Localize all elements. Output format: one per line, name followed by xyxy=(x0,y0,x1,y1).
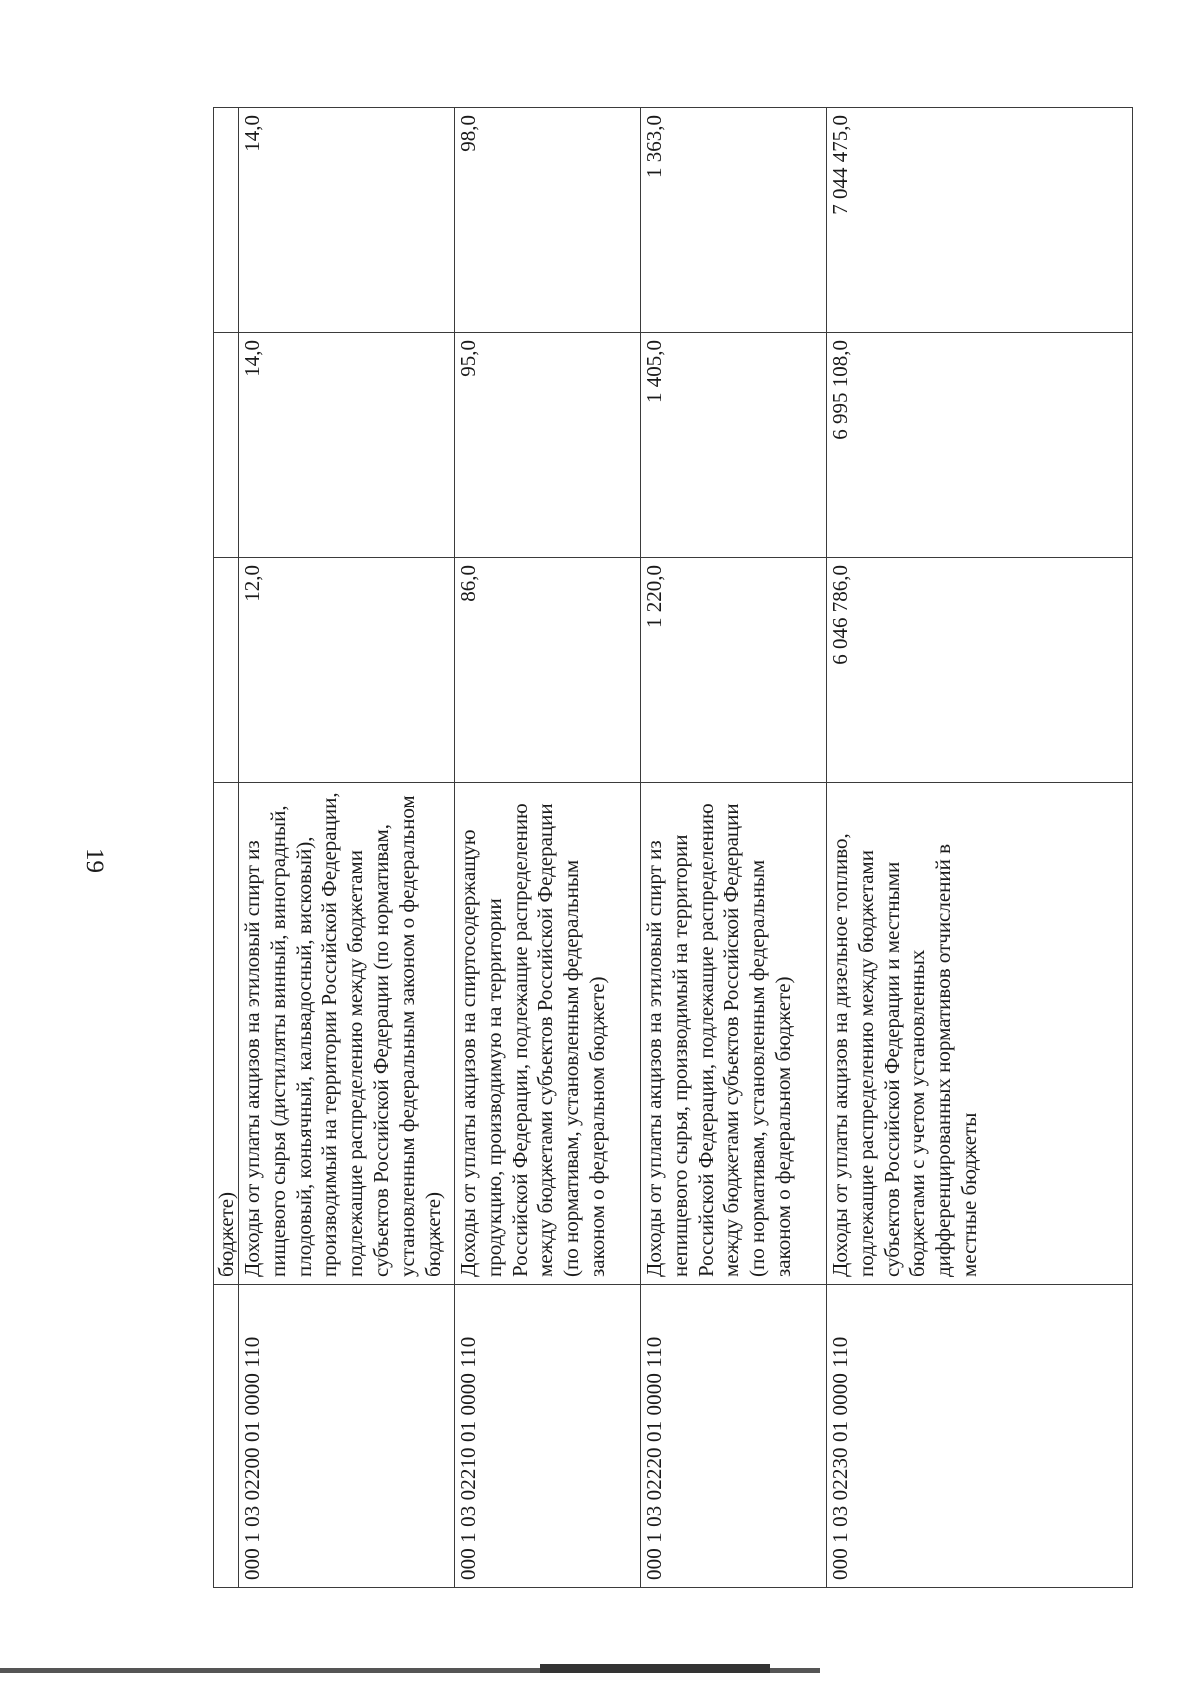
description-cell: Доходы от уплаты акцизов на этиловый спирт из непищевого сырья, производимый на территории Российской Федерации, подлежащие распределению между бюджетами субъектов Российской Федерации (по нормативам, установленным федеральным законом о федеральном бюджете) xyxy=(641,783,827,1285)
table-row xyxy=(641,108,827,1588)
description-cell: бюджете) xyxy=(214,783,239,1285)
value-cell xyxy=(214,108,239,333)
value-cell: 86,0 xyxy=(455,558,641,783)
value-cell: 6 995 108,0 xyxy=(827,333,1133,558)
value-cell: 1 363,0 xyxy=(641,108,827,333)
value-cell: 1 220,0 xyxy=(641,558,827,783)
page-number: 19 xyxy=(81,848,108,873)
rotated-table-container xyxy=(213,108,1133,1588)
value-cell: 1 405,0 xyxy=(641,333,827,558)
value-cell: 6 046 786,0 xyxy=(827,558,1133,783)
value-cell: 98,0 xyxy=(455,108,641,333)
code-cell: 000 1 03 02230 01 0000 110 xyxy=(827,1285,1133,1588)
description-cell: Доходы от уплаты акцизов на дизельное топливо, подлежащие распределению между бюджетами субъектов Российской Федерации и местными бюджетами с учетом установленных дифференцированных нормативов отчислений в местные бюджеты xyxy=(827,783,1133,1285)
table-row-continuation xyxy=(214,108,239,1588)
value-cell: 7 044 475,0 xyxy=(827,108,1133,333)
value-cell: 12,0 xyxy=(239,558,455,783)
revenue-table xyxy=(213,107,1133,1588)
value-cell: 14,0 xyxy=(239,333,455,558)
value-cell: 95,0 xyxy=(455,333,641,558)
code-cell: 000 1 03 02210 01 0000 110 xyxy=(455,1285,641,1588)
code-cell: 000 1 03 02220 01 0000 110 xyxy=(641,1285,827,1588)
description-cell: Доходы от уплаты акцизов на спиртосодержащую продукцию, производимую на территории Российской Федерации, подлежащие распределению между бюджетами субъектов Российской Федерации (по нормативам, установленным федеральным законом о федеральном бюджете) xyxy=(455,783,641,1285)
bottom-scan-mark xyxy=(540,1664,770,1673)
value-cell: 14,0 xyxy=(239,108,455,333)
value-cell xyxy=(214,333,239,558)
table-row xyxy=(239,108,455,1588)
code-cell xyxy=(214,1285,239,1588)
table-row xyxy=(827,108,1133,1588)
table-row xyxy=(455,108,641,1588)
value-cell xyxy=(214,558,239,783)
description-cell: Доходы от уплаты акцизов на этиловый спирт из пищевого сырья (дистилляты винный, виноградный, плодовый, коньячный, кальвадосный, висковый), производимый на территории Российской Федерации, подлежащие распределению между бюджетами субъектов Российской Федерации (по нормативам, установленным федеральным законом о федеральном бюджете) xyxy=(239,783,455,1285)
code-cell: 000 1 03 02200 01 0000 110 xyxy=(239,1285,455,1588)
